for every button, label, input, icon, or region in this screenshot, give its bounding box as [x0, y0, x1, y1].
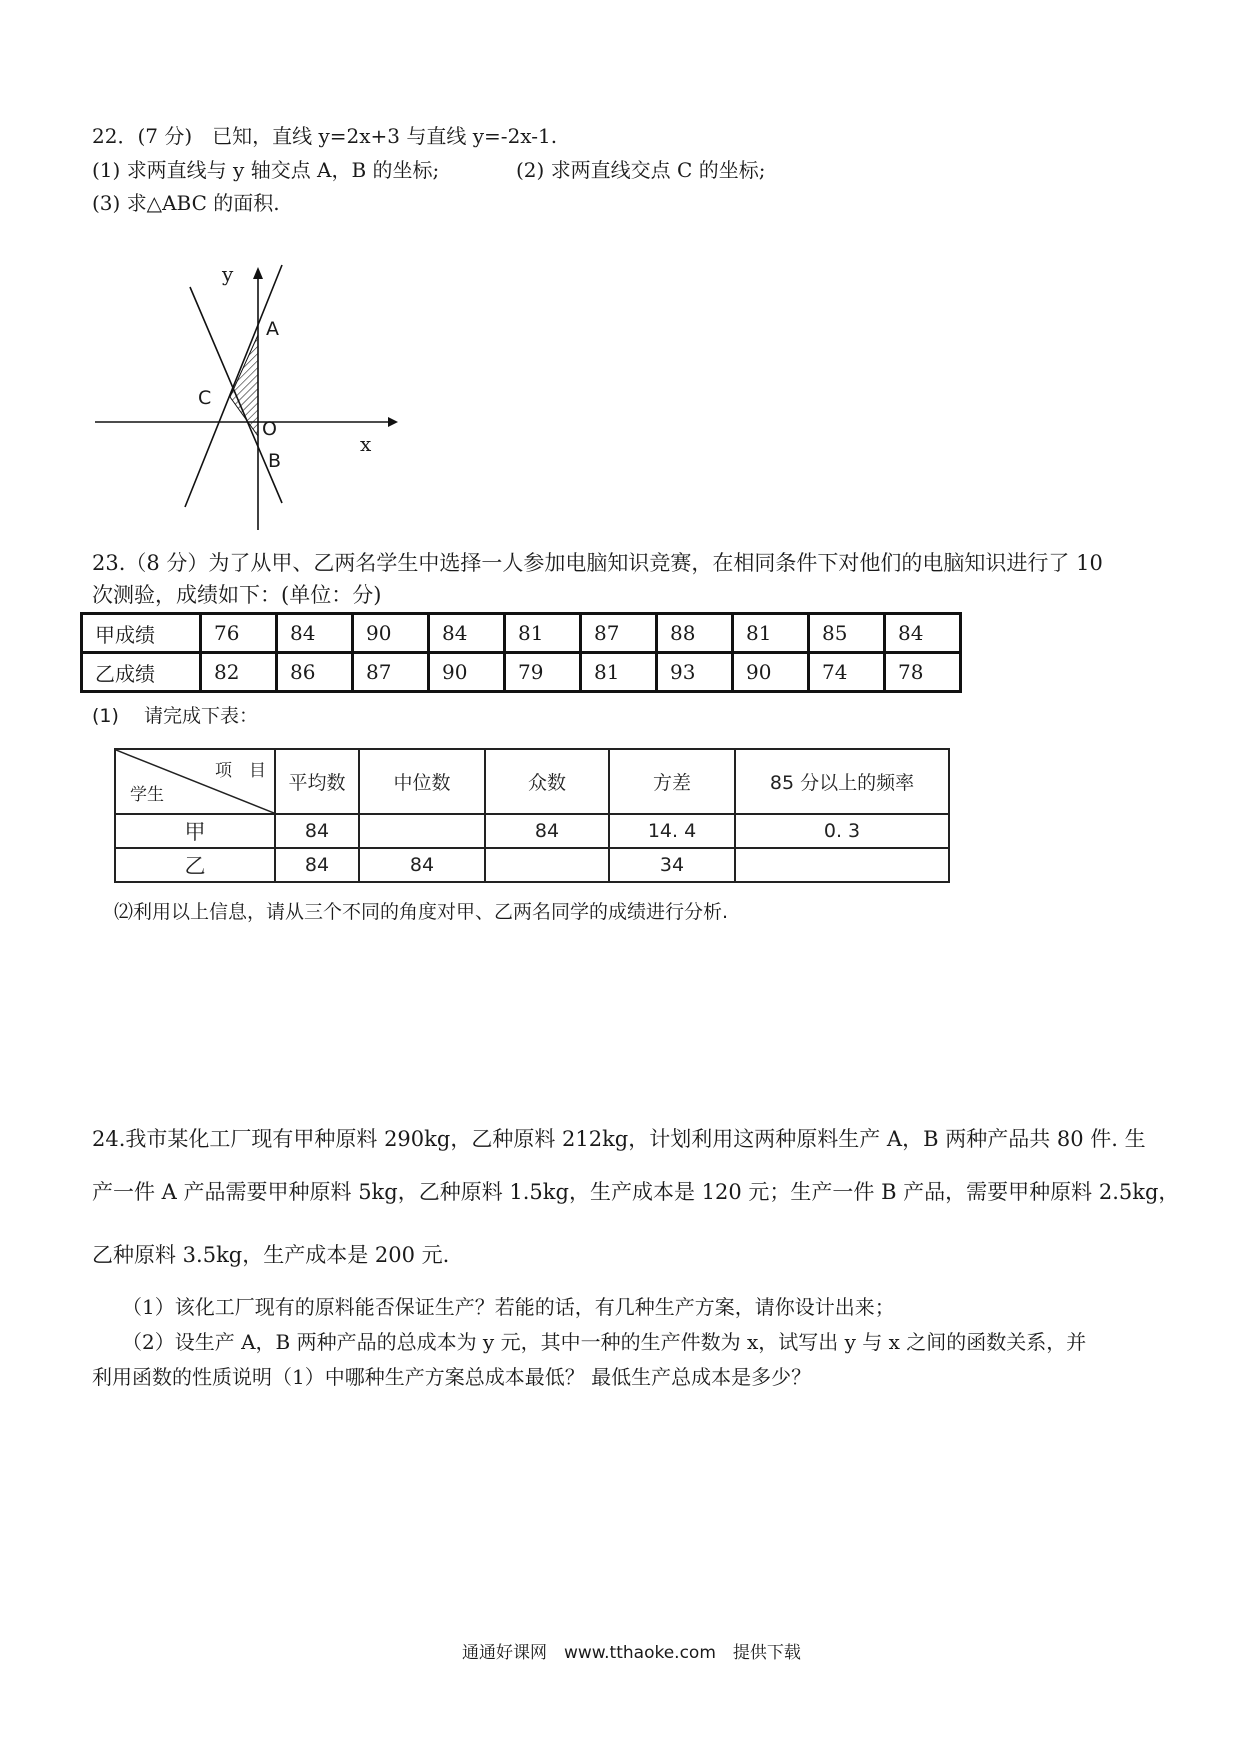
graph-point-a-label: A	[266, 318, 279, 340]
q24-part2-line2: 利用函数的性质说明（1）中哪种生产方案总成本最低？ 最低生产总成本是多少？	[92, 1365, 812, 1389]
stats-row-name: 乙	[115, 848, 275, 882]
score-cell: 87	[581, 614, 657, 653]
score-cell: 90	[733, 653, 809, 692]
y-axis-arrow	[253, 267, 263, 279]
score-cell: 81	[733, 614, 809, 653]
score-cell: 84	[885, 614, 961, 653]
graph-origin-label: O	[262, 418, 277, 440]
score-cell: 79	[505, 653, 581, 692]
score-cell: 81	[581, 653, 657, 692]
stats-cell: 84	[275, 814, 359, 848]
score-cell: 86	[277, 653, 353, 692]
stats-cell-blank[interactable]	[359, 814, 485, 848]
score-cell: 90	[353, 614, 429, 653]
corner-item-label: 项 目	[215, 761, 266, 781]
stats-row-yi	[115, 848, 949, 882]
stats-row-name: 甲	[115, 814, 275, 848]
x-axis-arrow	[388, 417, 398, 427]
q23-part2: ⑵利用以上信息，请从三个不同的角度对甲、乙两名同学的成绩进行分析.	[114, 901, 729, 923]
stats-header-cell: 平均数	[275, 749, 359, 814]
graph-point-b-label: B	[268, 450, 282, 472]
score-row-label: 乙成绩	[82, 653, 201, 692]
q22-part2: (2) 求两直线交点 C 的坐标;	[516, 158, 766, 182]
q24-line1: 24.我市某化工厂现有甲种原料 290kg，乙种原料 212kg，计划利用这两种原料生产 A，B 两种产品共 80 件. 生	[92, 1127, 1146, 1151]
stats-cell-blank[interactable]	[485, 848, 609, 882]
score-cell: 81	[505, 614, 581, 653]
stats-cell: 84	[485, 814, 609, 848]
q24-part1: （1）该化工厂现有的原料能否保证生产？若能的话，有几种生产方案，请你设计出来；	[122, 1295, 895, 1319]
score-cell: 84	[429, 614, 505, 653]
q22-title: 22．(7 分) 已知，直线 y=2x+3 与直线 y=-2x-1.	[92, 124, 558, 148]
score-cell: 84	[277, 614, 353, 653]
q23-title-cont: 次测验，成绩如下：(单位：分)	[92, 583, 382, 607]
score-cell: 74	[809, 653, 885, 692]
stats-cell: 0. 3	[735, 814, 949, 848]
q22-part3: (3) 求△ABC 的面积.	[92, 191, 280, 215]
stats-header-cell: 众数	[485, 749, 609, 814]
graph-y-label: y	[198, 255, 199, 256]
stats-header-row	[115, 749, 949, 814]
stats-cell-blank[interactable]	[735, 848, 949, 882]
score-cell: 90	[429, 653, 505, 692]
stats-cell: 84	[275, 848, 359, 882]
stats-cell: 14. 4	[609, 814, 735, 848]
stats-corner-cell	[115, 749, 275, 814]
stats-header-cell: 中位数	[359, 749, 485, 814]
q24-line2: 产一件 A 产品需要甲种原料 5kg，乙种原料 1.5kg，生产成本是 120 元；生产一件 B 产品，需要甲种原料 2.5kg，	[92, 1180, 1180, 1204]
stats-header-cell: 85 分以上的频率	[735, 749, 949, 814]
graph-point-c-label: C	[198, 387, 212, 409]
score-cell: 85	[809, 614, 885, 653]
stats-header-cell: 方差	[609, 749, 735, 814]
score-cell: 76	[201, 614, 277, 653]
q22-graph	[80, 255, 410, 535]
score-cell: 87	[353, 653, 429, 692]
score-cell: 82	[201, 653, 277, 692]
score-cell: 88	[657, 614, 733, 653]
page-footer: 通通好课网 www.tthaoke.com 提供下载	[462, 1643, 801, 1663]
q22-part1: (1) 求两直线与 y 轴交点 A，B 的坐标;	[92, 158, 440, 182]
score-cell: 78	[885, 653, 961, 692]
q24-line3: 乙种原料 3.5kg，生产成本是 200 元.	[92, 1243, 450, 1267]
q24-part2-line1: （2）设生产 A，B 两种产品的总成本为 y 元，其中一种的生产件数为 x，试写出 y 与 x 之间的函数关系，并	[122, 1330, 1087, 1354]
score-table	[80, 612, 962, 693]
score-row-yi	[82, 653, 961, 692]
stats-cell: 84	[359, 848, 485, 882]
stats-cell: 34	[609, 848, 735, 882]
graph-x-axis-label: x	[360, 432, 372, 456]
score-row-label: 甲成绩	[82, 614, 201, 653]
stats-row-jia	[115, 814, 949, 848]
corner-student-label: 学生	[130, 785, 164, 805]
q23-title: 23.（8 分）为了从甲、乙两名学生中选择一人参加电脑知识竞赛，在相同条件下对他们的电脑知识进行了 10	[92, 551, 1103, 575]
graph-y-axis-label: y	[222, 262, 234, 286]
q23-part1: (1) 请完成下表：	[92, 705, 258, 727]
stats-table	[114, 748, 950, 883]
score-row-jia	[82, 614, 961, 653]
score-cell: 93	[657, 653, 733, 692]
